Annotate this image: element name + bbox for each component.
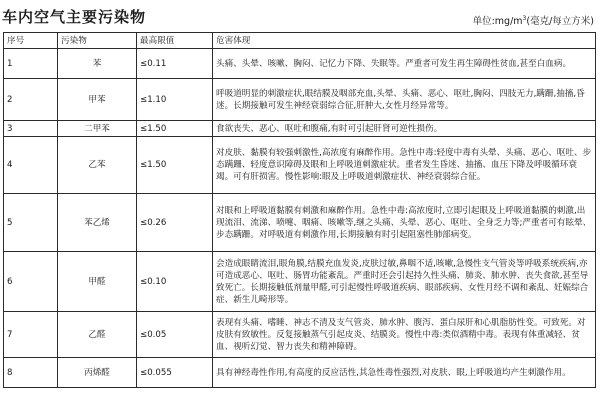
page-header [2, 2, 598, 32]
cell-pollutant: 乙苯 [58, 137, 137, 194]
page-title: 车内空气主要污染物 [2, 8, 147, 26]
cell-harm: 具有神经毒性作用,有高度的反应活性,其急性毒性强烈,对皮肤、眼,上呼吸道均产生刺激作用。 [213, 358, 596, 388]
cell-no: 7 [4, 312, 58, 358]
unit-suffix: (毫克/每立方米) [526, 16, 594, 27]
cell-limit: ≤1.10 [137, 79, 213, 121]
cell-no: 2 [4, 79, 58, 121]
cell-limit: ≤1.50 [137, 137, 213, 194]
cell-harm: 食欲丧失、恶心、呕吐和腹痛,有时可引起肝肾可逆性损伤。 [213, 121, 596, 137]
cell-no: 4 [4, 137, 58, 194]
cell-harm: 头痛、头晕、咳嗽、胸闷、记忆力下降、失眠等。严重者可发生再生障碍性贫血,甚至白血病。 [213, 49, 596, 79]
cell-harm: 对皮肤、黏膜有较强刺激性,高浓度有麻醉作用。急性中毒:轻度中毒有头晕、头痛、恶心、呕吐、步态蹒跚、轻度意识障碍及眼和上呼吸道刺激症状。重者发生昏迷、抽搐、血压下降及呼吸循环衰竭。可有肝损害。慢性影响:眼及上呼吸道刺激症状、神经衰弱综合征。 [213, 137, 596, 194]
cell-harm: 对眼和上呼吸道黏膜有刺激和麻醉作用。急性中毒:高浓度时,立即引起眼及上呼吸道黏膜的刺激,出现流泪、流涕、喷嚏、咽痛、咳嗽等,继之头痛、头晕、恶心、呕吐、全身乏力等;严重者可有眩晕、步态蹒跚。对呼吸道有刺激作用,长期接触有时引起阻塞性肺部病变。 [213, 194, 596, 252]
cell-pollutant: 乙醛 [58, 312, 137, 358]
header-pollutant: 污染物 [58, 33, 137, 49]
table-row [4, 252, 596, 312]
cell-harm: 呼吸道明显的刺激症状,眼结膜及咽部充血,头晕、头痛、恶心、呕吐,胸闷、四肢无力,蹒跚,抽搐,昏迷。长期接触可发生神经衰弱综合征,肝肿大,女性月经异常等。 [213, 79, 596, 121]
table-header-row [4, 33, 596, 49]
cell-pollutant: 甲苯 [58, 79, 137, 121]
cell-pollutant: 丙烯醛 [58, 358, 137, 388]
cell-harm: 表现有头痛、嗜睡、神志不清及支气管炎、肺水肿、腹泻、蛋白尿肝和心肌脂肪性变。可致死。对皮肤有致敏性。反复接触蒸气引起皮炎、结膜炎。慢性中毒:类似酒精中毒。表现有体重减轻、贫血、视听幻觉、智力丧失和精神障碍。 [213, 312, 596, 358]
table-row [4, 358, 596, 388]
cell-pollutant: 甲醛 [58, 252, 137, 312]
cell-no: 5 [4, 194, 58, 252]
cell-limit: ≤0.11 [137, 49, 213, 79]
cell-pollutant: 苯乙烯 [58, 194, 137, 252]
cell-limit: ≤0.26 [137, 194, 213, 252]
unit-label [473, 13, 594, 27]
cell-harm: 会造成眼睛流泪,眼角膜,结膜充血发炎,皮肤过敏,鼻咽不适,咳嗽,急慢性支气管炎等呼吸系统疾病,亦可造成恶心、呕吐、肠胃功能紊乱。严重时还会引起持久性头痛、肺炎、肺水肿、丧失食欲,甚至导致死亡。长期接触低剂量甲醛,可引起慢性呼吸道疾病、眼部疾病、女性月经不调和紊乱、妊娠综合症、新生儿畸形等。 [213, 252, 596, 312]
table-row [4, 194, 596, 252]
pollutant-table [3, 32, 596, 388]
cell-limit: ≤0.055 [137, 358, 213, 388]
table-row [4, 312, 596, 358]
header-harm: 危害体现 [213, 33, 596, 49]
unit-prefix: 单位:mg/m [472, 16, 523, 27]
cell-no: 1 [4, 49, 58, 79]
cell-no: 8 [4, 358, 58, 388]
table-row [4, 79, 596, 121]
cell-limit: ≤1.50 [137, 121, 213, 137]
cell-limit: ≤0.10 [137, 252, 213, 312]
table-row [4, 137, 596, 194]
cell-no: 3 [4, 121, 58, 137]
cell-limit: ≤0.05 [137, 312, 213, 358]
table-row [4, 121, 596, 137]
cell-pollutant: 二甲苯 [58, 121, 137, 137]
header-no: 序号 [4, 33, 58, 49]
cell-no: 6 [4, 252, 58, 312]
table-row [4, 49, 596, 79]
cell-pollutant: 苯 [58, 49, 137, 79]
unit-superscript: 3 [522, 14, 527, 22]
header-limit: 最高限值 [137, 33, 213, 49]
